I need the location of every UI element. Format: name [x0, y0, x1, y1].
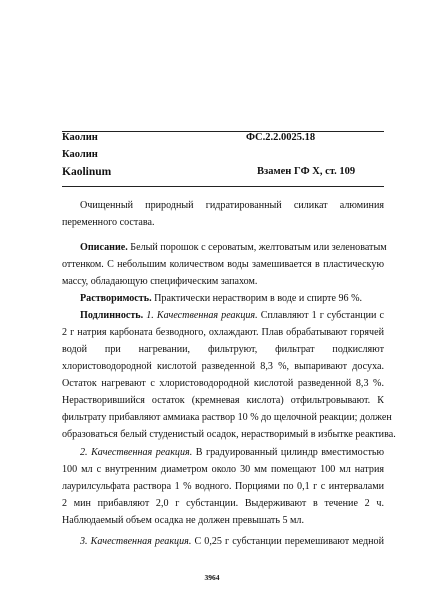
- page-number: 3964: [204, 573, 220, 582]
- reaction-line: 3. Качественная реакция. С 0,25 г субстанции перемешивают медной: [80, 536, 384, 547]
- monograph-name-latin: Kaolinum: [62, 166, 112, 178]
- reaction-line: 2 мин прибавляют 2,0 г субстанции. Выдерживают в течение 2 ч.: [62, 498, 384, 509]
- reaction-line: 2. Качественная реакция. В градуированный цилиндр вместимостью: [80, 447, 384, 458]
- description-label: Описание.: [80, 242, 128, 253]
- replaces-note: Взамен ГФ X, ст. 109: [257, 166, 356, 177]
- solubility-label: Растворимость.: [80, 293, 152, 304]
- reaction-line: Наблюдаемый объем осадка не должен превышать 5 мл.: [62, 515, 304, 526]
- reaction-line: Остаток нагревают с хлористоводородной кислотой разведенной 8,3 %.: [62, 378, 384, 389]
- reaction-line: лаурилсульфата раствора 1 % водного. Порциями по 0,1 г с интервалами: [62, 481, 384, 492]
- reaction-line: хлористоводородной кислотой разведенной 8,3 %, выпаривают досуха.: [62, 361, 384, 372]
- identity-reaction-2: [62, 444, 384, 529]
- reaction-line: Нерастворившийся остаток (кремневая кислота) отфильтровывают. К: [62, 395, 384, 406]
- solubility-paragraph: [62, 290, 384, 307]
- reaction-line: образоваться белый студенистый осадок, нерастворимый в избытке реактива.: [62, 429, 396, 440]
- identity-label: Подлинность.: [80, 310, 144, 321]
- intro-paragraph: [62, 197, 384, 231]
- description-paragraph: [62, 239, 387, 290]
- reaction-line: Подлинность. 1. Качественная реакция. Сплавляют 1 г субстанции с: [80, 310, 384, 321]
- reaction-line: 2 г натрия карбоната безводного, охлаждают. Плав обрабатывают горячей: [62, 327, 384, 338]
- reaction-2-label: 2. Качественная реакция.: [80, 447, 193, 458]
- reaction-line: водой при нагревании, фильтруют, фильтрат подкисляют: [62, 344, 384, 355]
- reaction-3-label: 3. Качественная реакция.: [80, 536, 192, 547]
- reaction-line: 100 мл с внутренним диаметром около 30 мм помещают 100 мл натрия: [62, 464, 384, 475]
- reaction-1-label: 1. Качественная реакция.: [143, 310, 258, 321]
- solubility-line: Растворимость. Практически нерастворим в воде и спирте 96 %.: [80, 293, 363, 304]
- monograph-code: ФС.2.2.0025.18: [246, 132, 316, 143]
- header-rule: [62, 131, 384, 132]
- identity-reaction-1: [62, 307, 396, 443]
- header-rule-bottom: [62, 186, 384, 187]
- description-line: массу, обладающую специфическим запахом.: [62, 276, 258, 287]
- description-line: Описание. Белый порошок с сероватым, желтоватым или зеленоватым: [80, 242, 387, 253]
- monograph-title-ru: Каолин: [62, 132, 98, 143]
- description-line: оттенком. С небольшим количеством воды замешивается в пластическую: [62, 259, 384, 270]
- reaction-line: фильтрату прибавляют аммиака раствор 10 % до щелочной реакции; должен: [62, 412, 392, 423]
- intro-line: Очищенный природный гидратированный силикат алюминия: [80, 200, 384, 211]
- intro-line: переменного состава.: [62, 217, 155, 228]
- identity-reaction-3: [62, 533, 384, 550]
- monograph-name-ru: Каолин: [62, 149, 98, 160]
